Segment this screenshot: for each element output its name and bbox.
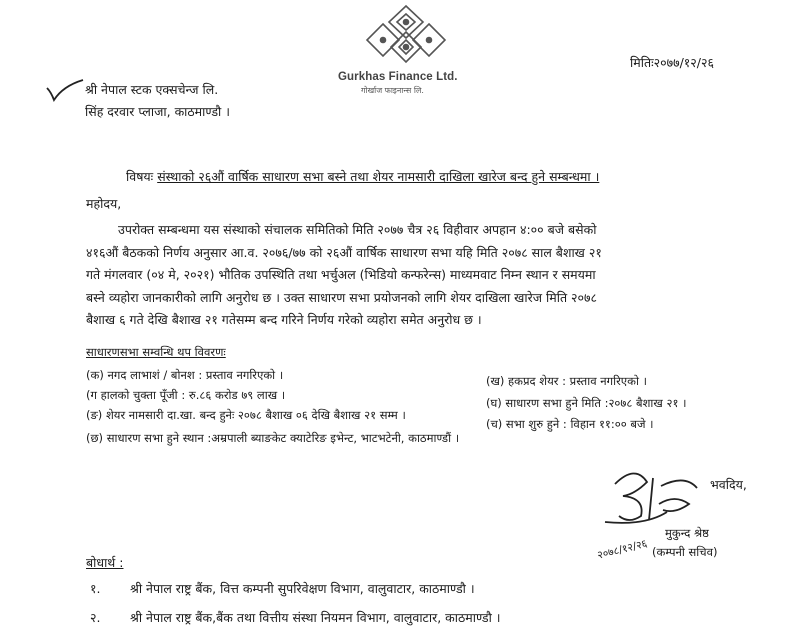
letter-date: मितिः२०७७/१२/२६	[630, 55, 715, 70]
recipient-line-1: श्री नेपाल स्टक एक्सचेन्ज लि.	[85, 82, 219, 97]
recipient-line-2: सिंह दरवार प्लाजा, काठमाण्डौ ।	[85, 104, 230, 119]
detail-item-kha: (ख) हकप्रद शेयर : प्रस्ताव नगरिएको ।	[486, 374, 647, 388]
detail-item-ka: (क) नगद लाभाशं / बोनश : प्रस्ताव नगरिएको ।	[86, 368, 284, 382]
subject-text: संस्थाको २६औं वार्षिक साधारण सभा बस्ने तथा शेयर नामसारी दाखिला खारेज बन्द हुने सम्बन्धमा ।	[157, 169, 600, 184]
detail-item-da: (ङ) शेयर नामसारी दा.खा. बन्द हुनेः २०७८ बैशाख ०६ देखि बैशाख २१ सम्म ।	[86, 408, 406, 422]
body-paragraph	[86, 219, 746, 332]
detail-item-gha: (घ) साधारण सभा हुने मिति :२०७८ बैशाख २१ ।	[486, 396, 687, 410]
signatory-title: (कम्पनी सचिव)	[652, 545, 718, 559]
body-line-2: ४१६औं बैठकको निर्णय अनुसार आ.व. २०७६/७७ को २६औं वार्षिक साधारण सभा यहि मिति २०७८ साल बैशाख २१	[86, 244, 602, 260]
body-line-5: बैशाख ६ गते देखि बैशाख २१ गतेसम्म बन्द गरिने निर्णय गरेको व्यहोरा समेत अनुरोध छ ।	[86, 312, 482, 328]
handwritten-check-icon	[45, 78, 85, 104]
gurkhas-finance-logo-icon	[363, 4, 449, 66]
company-name: Gurkhas Finance Ltd.	[338, 71, 458, 83]
detail-item-chha: (छ) साधारण सभा हुने स्थान :अम्रपाली ब्याङकेट क्याटेरिङ इभेन्ट, भाटभटेनी, काठमाण्डौं ।	[86, 431, 460, 445]
body-line-3: गते मंगलवार (०४ मे, २०२१) भौतिक उपस्थिति तथा भर्चुअल (भिडियो कन्फरेन्स) माध्यमवाट निम्न स्थान र समयमा	[86, 267, 596, 283]
detail-item-cha: (च) सभा शुरु हुने : विहान ११:०० बजे ।	[486, 417, 654, 431]
body-line-1: उपरोक्त सम्बन्धमा यस संस्थाको संचालक समितिको मिति २०७७ चैत्र २६ विहीवार अपहान ४:०० बजे बसेको	[118, 222, 597, 237]
detail-item-ga: (ग हालको चुक्ता पूँजी : रु.८६ करोड ७९ लाख ।	[86, 388, 286, 402]
details-heading: साधारणसभा सम्वन्धि थप विवरणः	[86, 345, 226, 359]
subject-line	[126, 169, 599, 185]
cc-item-2-num: २.	[90, 610, 101, 625]
cc-heading: बोधार्थ :	[86, 555, 124, 570]
cc-item-1-num: १.	[90, 581, 101, 596]
salutation: महोदय,	[86, 196, 122, 211]
company-name-local: गोर्खाज फाइनान्स लि.	[361, 86, 424, 95]
signature-closing: भवदिय,	[710, 477, 747, 492]
cc-item-2-text: श्री नेपाल राष्ट्र बैंक,बैंक तथा वित्तीय संस्था नियमन विभाग, वालुवाटार, काठमाण्डौ ।	[130, 610, 501, 625]
subject-label: विषयः	[126, 169, 154, 184]
body-line-4: बस्ने व्यहोरा जानकारीको लागि अनुरोध छ । उक्त साधारण सभा प्रयोजनको लागि शेयर दाखिला खारेज मिति २०७८	[86, 289, 598, 305]
handwritten-date: २०७८/१२/२६	[596, 537, 649, 562]
signatory-name: मुकुन्द श्रेष्ठ	[665, 526, 709, 540]
cc-item-1-text: श्री नेपाल राष्ट्र बैंक, वित्त कम्पनी सुपरिवेक्षण विभाग, वालुवाटार, काठमाण्डौ ।	[130, 581, 475, 596]
